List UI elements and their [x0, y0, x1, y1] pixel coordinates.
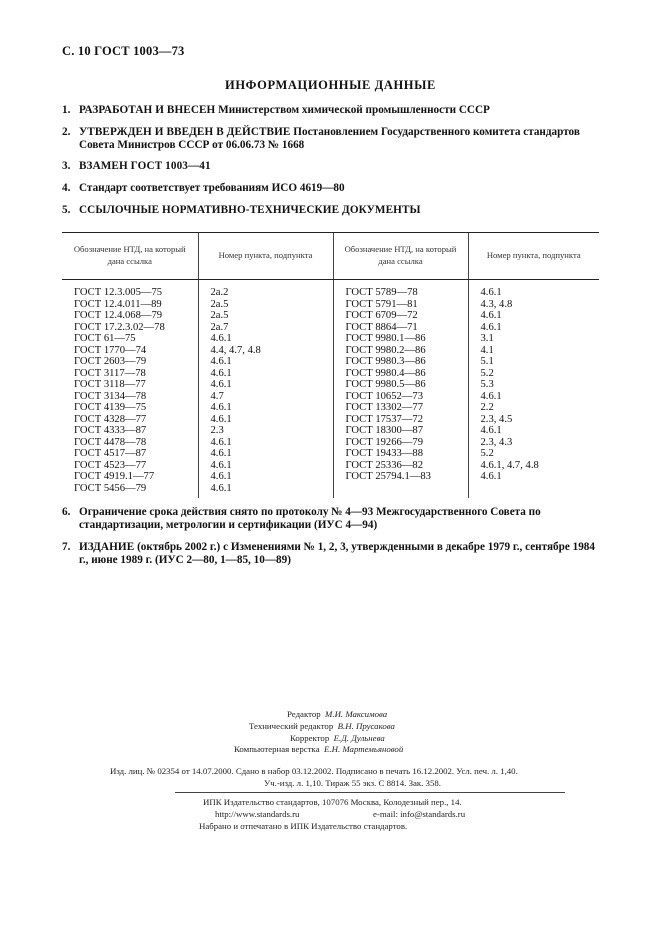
- info-item-1: [62, 104, 602, 117]
- table-row: [62, 310, 599, 322]
- ntd-cell: ГОСТ 19433—88: [345, 448, 423, 459]
- info-item-2: [62, 126, 602, 151]
- credit-editor: [287, 709, 387, 719]
- item-heading: ИЗДАНИЕ: [79, 541, 135, 553]
- clause-cell: 2а.5: [198, 299, 333, 311]
- credit-label: Компьютерная верстка: [234, 744, 320, 754]
- clause-cell: 4.6.1: [198, 333, 333, 345]
- col-header-clause-left: Номер пункта, подпункта: [198, 233, 333, 280]
- ntd-cell: ГОСТ 5791—81: [345, 298, 418, 310]
- clause-cell: 4.6.1: [468, 280, 599, 299]
- ntd-cell: [333, 483, 468, 499]
- page-header: С. 10 ГОСТ 1003—73: [62, 44, 185, 58]
- clause-cell: 4.3, 4.8: [468, 299, 599, 311]
- ntd-cell: ГОСТ 2603—79: [74, 356, 147, 367]
- ntd-cell: ГОСТ 4333—87: [74, 425, 147, 436]
- ntd-cell: ГОСТ 61—75: [74, 333, 136, 344]
- clause-cell: 4.6.1: [468, 425, 599, 437]
- publisher-address: ИПК Издательство стандартов, 107076 Москва, Колодезный пер., 14.: [203, 797, 462, 807]
- info-item-4: [62, 182, 602, 195]
- table-row: [62, 414, 599, 426]
- table-row: [62, 356, 599, 368]
- imprint-line-2: Уч.-изд. л. 1,10. Тираж 55 экз. С 8814. Зак. 358.: [264, 778, 441, 788]
- clause-cell: 2.3, 4.5: [468, 414, 599, 426]
- clause-cell: 4.6.1, 4.7, 4.8: [468, 460, 599, 472]
- table-row: [62, 437, 599, 449]
- table-row: [62, 448, 599, 460]
- clause-cell: 4.6.1: [198, 379, 333, 391]
- table-header-row: [62, 233, 599, 280]
- clause-cell: 4.6.1: [198, 356, 333, 368]
- col-header-clause-right: Номер пункта, подпункта: [468, 233, 599, 280]
- item-number: 4.: [62, 182, 71, 194]
- ntd-cell: ГОСТ 25336—82: [345, 459, 423, 471]
- item-heading: РАЗРАБОТАН И ВНЕСЕН: [79, 104, 216, 116]
- ntd-cell: ГОСТ 9980.3—86: [345, 356, 426, 367]
- divider: [175, 792, 565, 793]
- clause-cell: 4.6.1: [468, 322, 599, 334]
- publisher-print-note: Набрано и отпечатано в ИПК Издательство стандартов.: [199, 821, 408, 831]
- credit-layout: [234, 744, 403, 754]
- credit-person: М.И. Максимова: [325, 709, 388, 719]
- clause-cell: 5.2: [468, 368, 599, 380]
- item-number: 3.: [62, 160, 71, 172]
- clause-cell: 4.6.1: [468, 310, 599, 322]
- info-item-5: [62, 204, 602, 217]
- item-number: 1.: [62, 104, 71, 116]
- clause-cell: 4.6.1: [198, 402, 333, 414]
- ntd-cell: ГОСТ 9980.4—86: [345, 367, 426, 379]
- credit-label: Редактор: [287, 709, 321, 719]
- table-row: [62, 425, 599, 437]
- info-item-3: [62, 160, 602, 173]
- ntd-cell: ГОСТ 19266—79: [345, 436, 423, 448]
- publisher-email: e-mail: info@standards.ru: [373, 809, 466, 819]
- credit-corrector: [290, 733, 385, 743]
- credit-person: Е.Н. Мартемьяновой: [324, 744, 404, 754]
- clause-cell: 5.2: [468, 448, 599, 460]
- ntd-cell: ГОСТ 10652—73: [345, 390, 423, 402]
- item-text: (октябрь 2002 г.) с Изменениями № 1, 2, 3, утвержденными в декабре 1979 г., сентябре 1984 г., июне 1989 г. (ИУС 2—80, 1—85, 10—89): [79, 541, 595, 566]
- clause-cell: 2а.5: [198, 310, 333, 322]
- clause-cell: 4.6.1: [198, 483, 333, 499]
- ntd-cell: ГОСТ 13302—77: [345, 402, 423, 413]
- references-table: [62, 232, 599, 498]
- info-item-6: [62, 506, 602, 531]
- item-text: Стандарт соответствует требованиям ИСО 4619—80: [79, 182, 345, 194]
- clause-cell: 4.7: [198, 391, 333, 403]
- ntd-cell: ГОСТ 4139—75: [74, 402, 147, 413]
- clause-cell: 4.6.1: [198, 448, 333, 460]
- clause-cell: 4.1: [468, 345, 599, 357]
- col-header-ntd-right: Обозначение НТД, на который дана ссылка: [333, 233, 468, 280]
- ntd-cell: ГОСТ 4523—77: [74, 459, 147, 471]
- imprint-line-1: Изд. лиц. № 02354 от 14.07.2000. Сдано в набор 03.12.2002. Подписано в печать 16.12.2002. Усл. печ. л. 1,40.: [110, 766, 518, 776]
- publisher-url: http://www.standards.ru: [215, 809, 300, 819]
- ntd-cell: ГОСТ 3134—78: [74, 390, 147, 402]
- ntd-cell: ГОСТ 3118—77: [74, 379, 146, 390]
- ntd-cell: ГОСТ 17.2.3.02—78: [74, 321, 165, 333]
- table-row: [62, 280, 599, 299]
- clause-cell: 4.6.1: [468, 471, 599, 483]
- table-row: [62, 299, 599, 311]
- info-item-7: [62, 541, 602, 566]
- table-row: [62, 483, 599, 499]
- clause-cell: [468, 483, 599, 499]
- item-text: Ограничение срока действия снято по протоколу № 4—93 Межгосударственного Совета по стандартизации, метрологии и сертификации (ИУС 4—94): [79, 506, 541, 531]
- ntd-cell: ГОСТ 5456—79: [74, 482, 147, 494]
- table-row: [62, 322, 599, 334]
- ntd-cell: ГОСТ 18300—87: [345, 425, 423, 436]
- item-number: 2.: [62, 126, 71, 138]
- clause-cell: 4.4, 4.7, 4.8: [198, 345, 333, 357]
- credit-label: Технический редактор: [249, 721, 334, 731]
- clause-cell: 4.6.1: [198, 368, 333, 380]
- ntd-cell: ГОСТ 3117—78: [74, 367, 146, 379]
- credit-label: Корректор: [290, 733, 330, 743]
- table-row: [62, 471, 599, 483]
- item-number: 6.: [62, 506, 71, 518]
- ntd-cell: ГОСТ 12.3.005—75: [74, 287, 163, 298]
- credit-person: В.Н. Прусакова: [337, 721, 395, 731]
- ntd-cell: ГОСТ 4517—87: [74, 448, 147, 459]
- ntd-cell: ГОСТ 25794.1—83: [345, 471, 431, 482]
- ntd-cell: ГОСТ 5789—78: [345, 287, 418, 298]
- ntd-cell: ГОСТ 8864—71: [345, 321, 418, 333]
- table-row: [62, 379, 599, 391]
- document-title: ИНФОРМАЦИОННЫЕ ДАННЫЕ: [225, 78, 436, 92]
- ntd-cell: ГОСТ 4328—77: [74, 413, 147, 425]
- ntd-cell: ГОСТ 17537—72: [345, 413, 423, 425]
- clause-cell: 2.3: [198, 425, 333, 437]
- item-number: 5.: [62, 204, 71, 216]
- item-number: 7.: [62, 541, 71, 553]
- ntd-cell: ГОСТ 6709—72: [345, 310, 418, 321]
- item-heading: ССЫЛОЧНЫЕ НОРМАТИВНО-ТЕХНИЧЕСКИЕ ДОКУМЕНТЫ: [79, 204, 421, 216]
- ntd-cell: ГОСТ 4919.1—77: [74, 471, 155, 482]
- table-row: [62, 333, 599, 345]
- clause-cell: 5.3: [468, 379, 599, 391]
- clause-cell: 4.6.1: [198, 460, 333, 472]
- clause-cell: 4.6.1: [198, 414, 333, 426]
- table-row: [62, 402, 599, 414]
- credit-tech-editor: [249, 721, 395, 731]
- references-table-container: [62, 232, 599, 498]
- clause-cell: 2.3, 4.3: [468, 437, 599, 449]
- ntd-cell: ГОСТ 4478—78: [74, 436, 147, 448]
- table-row: [62, 460, 599, 472]
- table-body: [62, 280, 599, 499]
- table-row: [62, 391, 599, 403]
- clause-cell: 4.6.1: [198, 437, 333, 449]
- ntd-cell: ГОСТ 9980.5—86: [345, 379, 426, 390]
- table-row: [62, 345, 599, 357]
- clause-cell: 3.1: [468, 333, 599, 345]
- clause-cell: 4.6.1: [198, 471, 333, 483]
- item-text: Министерством химической промышленности СССР: [215, 104, 490, 116]
- ntd-cell: ГОСТ 9980.1—86: [345, 333, 426, 344]
- ntd-cell: ГОСТ 12.4.011—89: [74, 298, 162, 310]
- clause-cell: 2а.2: [198, 280, 333, 299]
- item-text: Постановлением Государственного комитета стандартов Совета Министров СССР от 06.06.73 № 1668: [79, 126, 580, 151]
- item-heading: ВЗАМЕН ГОСТ 1003—41: [79, 160, 211, 172]
- clause-cell: 5.1: [468, 356, 599, 368]
- col-header-ntd-left: Обозначение НТД, на который дана ссылка: [62, 233, 198, 280]
- clause-cell: 2а.7: [198, 322, 333, 334]
- table-row: [62, 368, 599, 380]
- clause-cell: 2.2: [468, 402, 599, 414]
- ntd-cell: ГОСТ 12.4.068—79: [74, 310, 163, 321]
- ntd-cell: ГОСТ 9980.2—86: [345, 344, 426, 356]
- clause-cell: 4.6.1: [468, 391, 599, 403]
- item-heading: УТВЕРЖДЕН И ВВЕДЕН В ДЕЙСТВИЕ: [79, 126, 291, 138]
- credit-person: Е.Д. Дульнева: [333, 733, 385, 743]
- ntd-cell: ГОСТ 1770—74: [74, 344, 147, 356]
